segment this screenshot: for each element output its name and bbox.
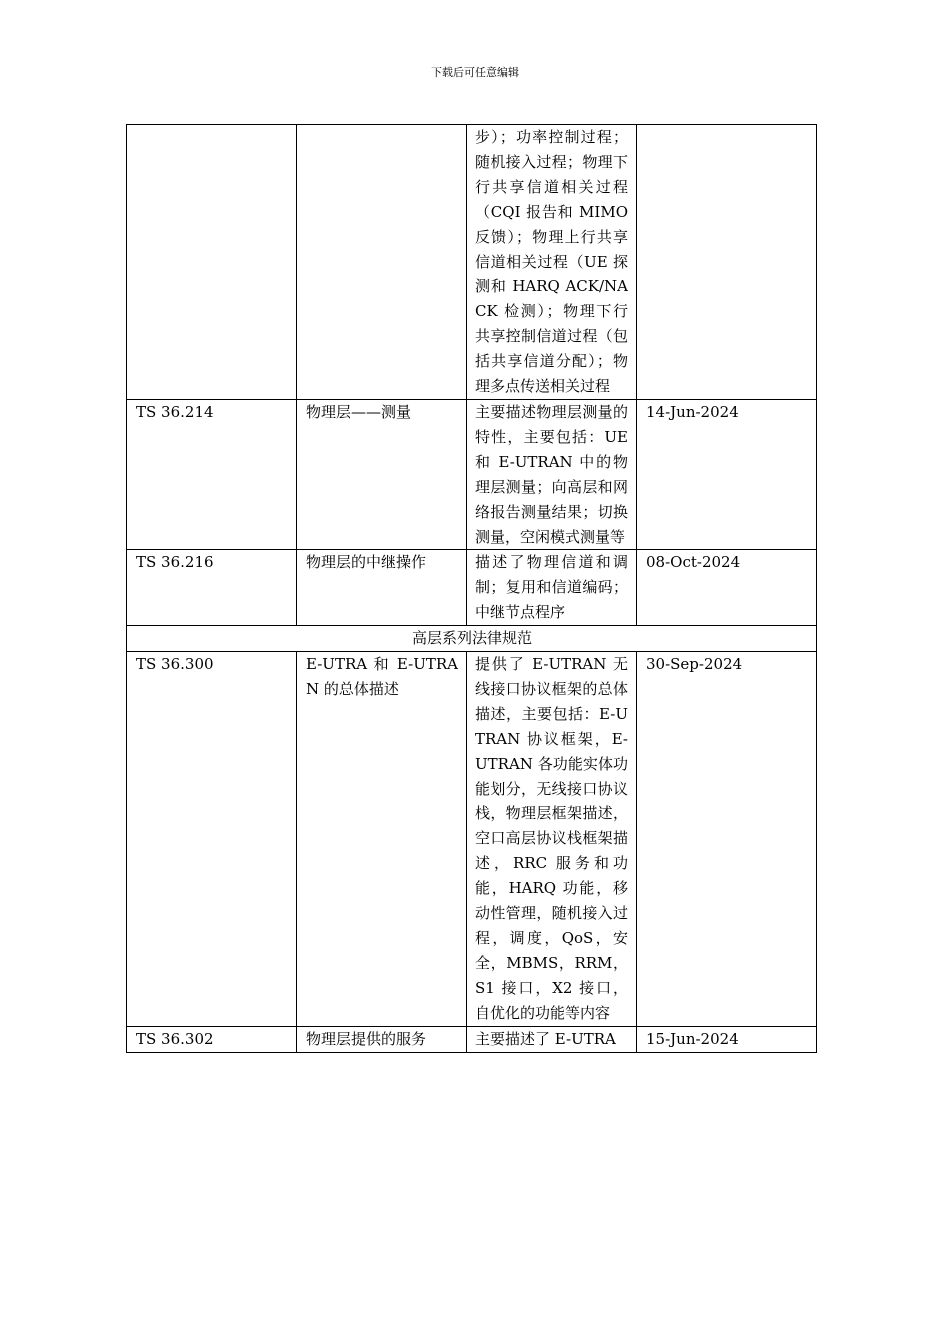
table-row <box>127 550 817 626</box>
spec-name-cell <box>297 125 467 400</box>
spec-table <box>126 124 817 1053</box>
section-title: 高层系列法律规范 <box>127 626 817 652</box>
spec-name-cell: 物理层的中继操作 <box>297 550 467 626</box>
spec-id-cell <box>127 125 297 400</box>
table-row <box>127 652 817 1027</box>
spec-desc-cell: 主要描述了 E-UTRA <box>467 1026 637 1052</box>
spec-date-cell: 08-Oct-2024 <box>637 550 817 626</box>
table-row <box>127 399 817 549</box>
table-row <box>127 125 817 400</box>
spec-name-cell: 物理层——测量 <box>297 399 467 549</box>
spec-id-cell: TS 36.214 <box>127 399 297 549</box>
spec-desc-cell: 提供了 E-UTRAN 无线接口协议框架的总体描述，主要包括：E-UTRAN 协议框架，E-UTRAN 各功能实体功能划分，无线接口协议栈，物理层框架描述，空口高层协议栈框架描述，RRC 服务和功能，HARQ 功能，移动性管理，随机接入过程，调度，QoS，安全，MBMS，RRM，S1 接口，X2 接口，自优化的功能等内容 <box>467 652 637 1027</box>
spec-date-cell: 15-Jun-2024 <box>637 1026 817 1052</box>
spec-date-cell <box>637 125 817 400</box>
spec-id-cell: TS 36.216 <box>127 550 297 626</box>
spec-name-cell: 物理层提供的服务 <box>297 1026 467 1052</box>
spec-desc-cell: 主要描述物理层测量的特性，主要包括：UE 和 E-UTRAN 中的物理层测量；向高层和网络报告测量结果；切换测量，空闲模式测量等 <box>467 399 637 549</box>
spec-id-cell: TS 36.300 <box>127 652 297 1027</box>
spec-name-cell: E-UTRA 和 E-UTRAN 的总体描述 <box>297 652 467 1027</box>
spec-id-cell: TS 36.302 <box>127 1026 297 1052</box>
spec-date-cell: 14-Jun-2024 <box>637 399 817 549</box>
page-header-note: 下载后可任意编辑 <box>431 66 519 79</box>
section-row <box>127 626 817 652</box>
spec-desc-cell: 描述了物理信道和调制；复用和信道编码；中继节点程序 <box>467 550 637 626</box>
table-row <box>127 1026 817 1052</box>
spec-desc-cell: 步）；功率控制过程；随机接入过程；物理下行共享信道相关过程（CQI 报告和 MIMO 反馈）；物理上行共享信道相关过程（UE 探测和 HARQ ACK/NACK 检测）；物理下行共享控制信道过程（包括共享信道分配）；物理多点传送相关过程 <box>467 125 637 400</box>
spec-date-cell: 30-Sep-2024 <box>637 652 817 1027</box>
